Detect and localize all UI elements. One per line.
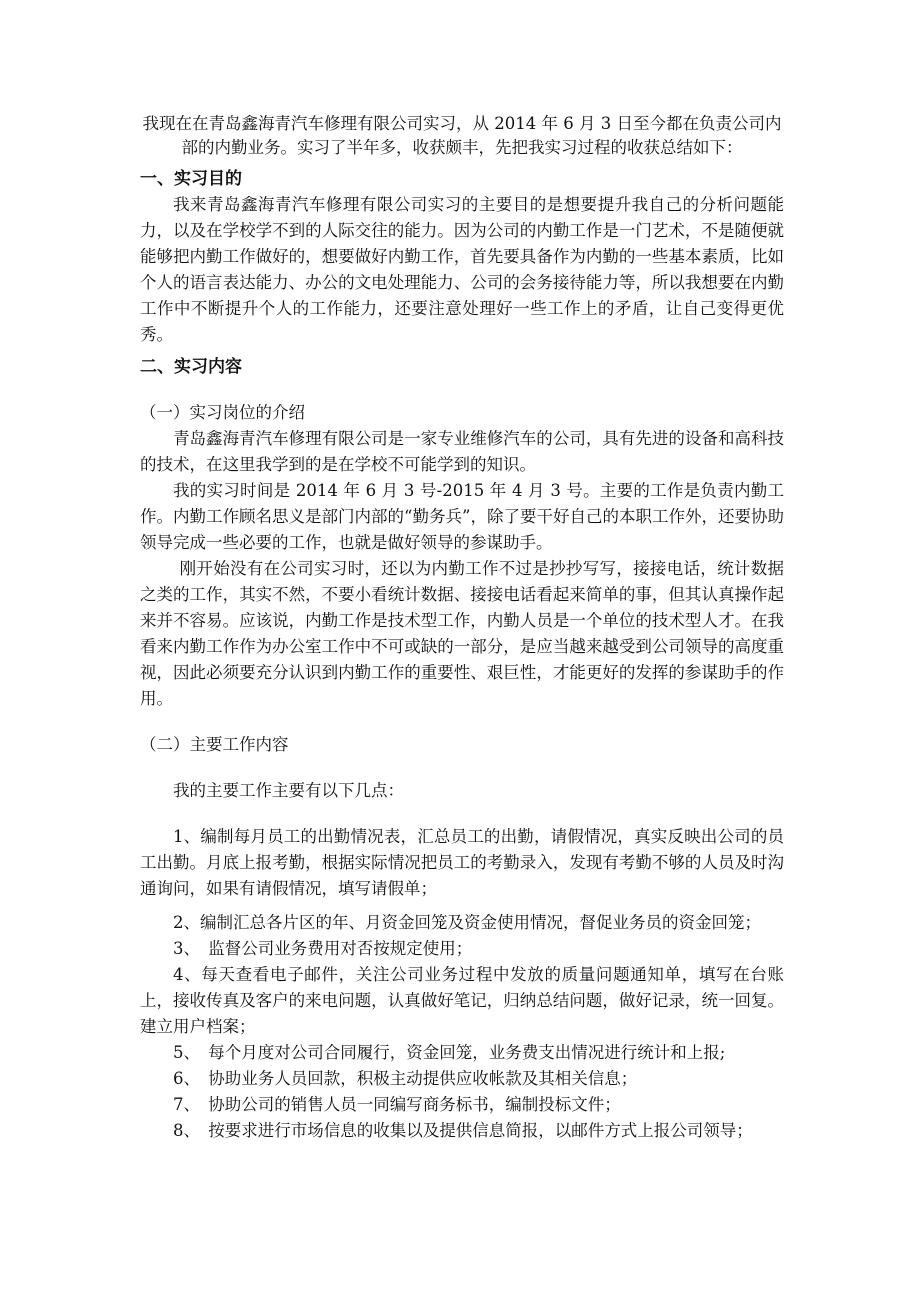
subheading-main-work: （二）主要工作内容 xyxy=(140,735,289,754)
internship-period-paragraph: 我的实习时间是 2014 年 6 月 3 号-2015 年 4 月 3 号。主要的工作是负责内勤工作。内勤工作顾名思义是部门内部的“勤务兵”，除了要干好自己的本职工作外，还要协助领导完成一些必要的工作，也就是做好领导的参谋助手。 xyxy=(140,481,784,552)
subheading-position-intro: （一）实习岗位的介绍 xyxy=(140,403,305,422)
work-item-6: 6、 协助业务人员回款，积极主动提供应收帐款及其相关信息； xyxy=(173,1069,638,1088)
section-heading-content: 二、实习内容 xyxy=(140,357,242,377)
internal-work-paragraph: 刚开始没有在公司实习时，还以为内勤工作不过是抄抄写写，接接电话，统计数据之类的工作，其实不然，不要小看统计数据、接接电话看起来简单的事，但其认真操作起来并不容易。应该说，内勤工作是技术型工作，内勤人员是一个单位的技术型人才。在我看来内勤工作作为办公室工作中不可或缺的一部分，是应当越来越受到公司领导的高度重视，因此必须要充分认识到内勤工作的重要性、艰巨性，才能更好的发挥的参谋助手的作用。 xyxy=(140,559,784,708)
work-item-3: 3、 监督公司业务费用对否按规定使用； xyxy=(173,939,473,958)
work-item-5: 5、 每个月度对公司合同履行，资金回笼，业务费支出情况进行统计和上报; xyxy=(173,1043,726,1062)
main-work-lead: 我的主要工作主要有以下几点： xyxy=(173,781,404,800)
work-item-1: 1、编制每月员工的出勤情况表，汇总员工的出勤，请假情况，真实反映出公司的员工出勤。月底上报考勤，根据实际情况把员工的考勤录入，发现有考勤不够的人员及时沟通询问，如果有请假情况，填写请假单； xyxy=(140,827,784,898)
work-item-2: 2、编制汇总各片区的年、月资金回笼及资金使用情况，督促业务员的资金回笼； xyxy=(173,913,761,932)
work-item-4: 4、每天查看电子邮件，关注公司业务过程中发放的质量问题通知单，填写在台账上，接收传真及客户的来电问题，认真做好笔记，归纳总结问题，做好记录，统一回复。建立用户档案； xyxy=(140,965,784,1036)
document-body xyxy=(140,112,784,1144)
work-item-7: 7、 协助公司的销售人员一同编写商务标书，编制投标文件； xyxy=(173,1095,621,1114)
section-heading-purpose: 一、实习目的 xyxy=(140,169,242,189)
purpose-paragraph: 我来青岛鑫海青汽车修理有限公司实习的主要目的是想要提升我自己的分析问题能力，以及在学校学不到的人际交往的能力。因为公司的内勤工作是一门艺术，不是随便就能够把内勤工作做好的，想要做好内勤工作，首先要具备作为内勤的一些基本素质，比如个人的语言表达能力、办公的文电处理能力、公司的会务接待能力等，所以我想要在内勤工作中不断提升个人的工作能力，还要注意处理好一些工作上的矛盾，让自己变得更优秀。 xyxy=(140,195,784,344)
intro-paragraph: 我现在在青岛鑫海青汽车修理有限公司实习，从 2014 年 6 月 3 日至今都在负责公司内部的内勤业务。实习了半年多，收获颇丰，先把我实习过程的收获总结如下： xyxy=(142,114,782,157)
company-intro-paragraph: 青岛鑫海青汽车修理有限公司是一家专业维修汽车的公司，具有先进的设备和高科技的技术，在这里我学到的是在学校不可能学到的知识。 xyxy=(140,429,784,474)
work-item-8: 8、 按要求进行市场信息的收集以及提供信息简报，以邮件方式上报公司领导； xyxy=(173,1121,753,1140)
